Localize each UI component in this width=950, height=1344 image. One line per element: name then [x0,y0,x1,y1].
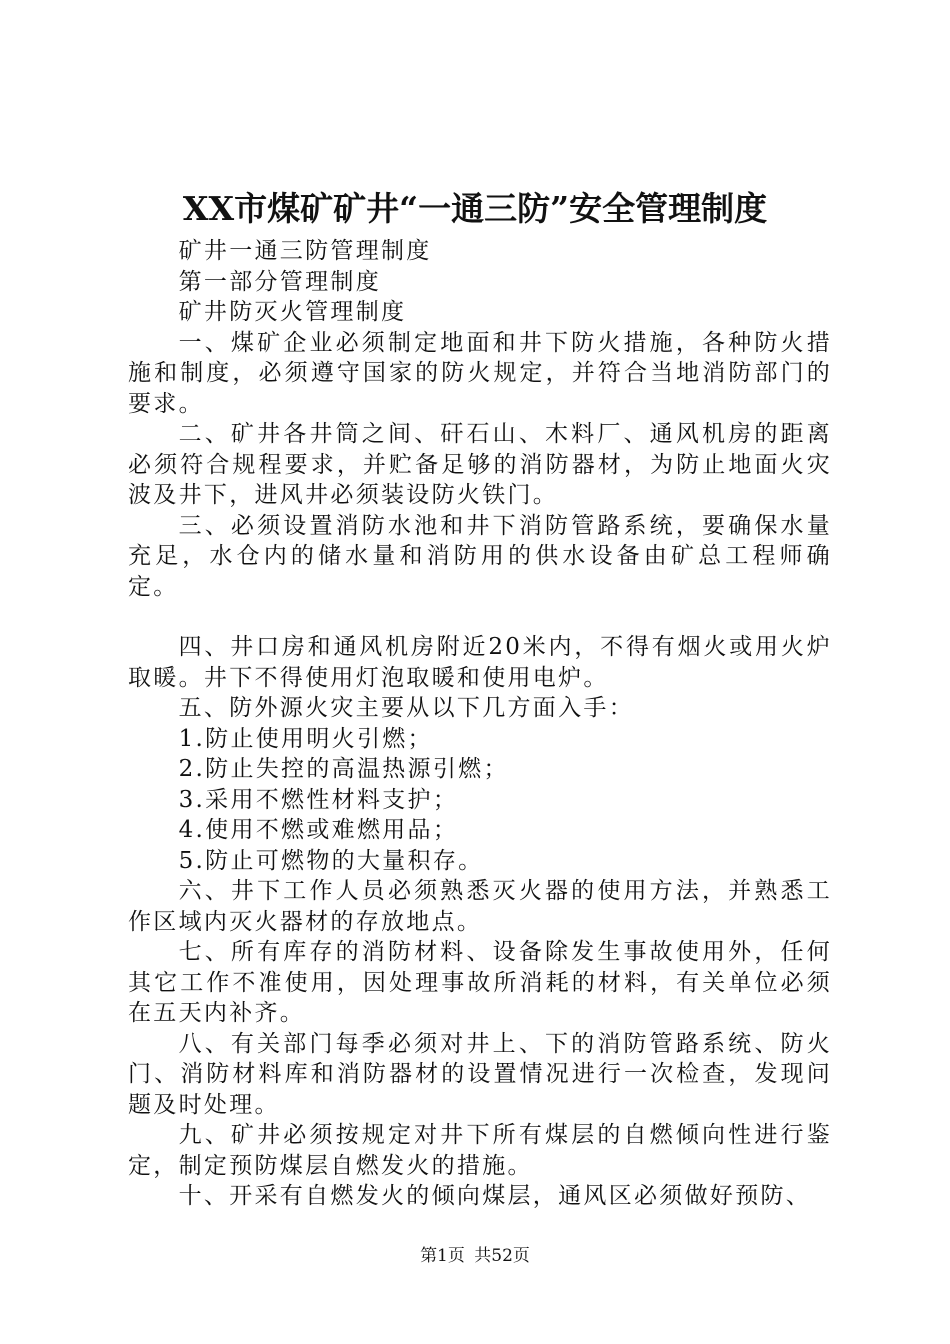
list-item: 2.防止失控的高温热源引燃； [178,756,509,782]
document-body [128,236,832,1212]
paragraph: 第一部分管理制度 [178,268,381,295]
paragraph: 矿井防灭火管理制度 [178,299,407,325]
paragraph: 十、开采有自燃发火的倾向煤层，通风区必须做好预防、 [178,1183,812,1209]
paragraph: 五、防外源火灾主要从以下几方面入手： [178,695,634,721]
list-item: 5.防止可燃物的大量积存。 [178,847,484,874]
paragraph: 六、井下工作人员必须熟悉灭火器的使用方法，并熟悉工作区域内灭火器材的存放地点。 [128,878,832,935]
page-number: 第1页 [420,1246,465,1266]
page-total: 共52页 [474,1246,530,1266]
list-item: 3.采用不燃性材料支护； [178,786,459,813]
paragraph: 八、有关部门每季必须对井上、下的消防管路系统、防火门、消防材料库和消防器材的设置情况进行一次检查，发现问题及时处理。 [128,1030,832,1118]
paragraph: 九、矿井必须按规定对井下所有煤层的自燃倾向性进行鉴定，制定预防煤层自燃发火的措施。 [128,1122,832,1179]
paragraph: 二、矿井各井筒之间、矸石山、木料厂、通风机房的距离必须符合规程要求，并贮备足够的消防器材，为防止地面火灾波及井下，进风井必须装设防火铁门。 [128,421,832,508]
paragraph: 一、煤矿企业必须制定地面和井下防火措施，各种防火措施和制度，必须遵守国家的防火规定，并符合当地消防部门的要求。 [128,329,832,417]
paragraph: 三、必须设置消防水池和井下消防管路系统，要确保水量充足，水仓内的储水量和消防用的供水设备由矿总工程师确定。 [128,512,832,600]
paragraph: 矿井一通三防管理制度 [178,238,432,264]
paragraph: 四、井口房和通风机房附近20米内，不得有烟火或用火炉取暖。井下不得使用灯泡取暖和使用电炉。 [128,634,832,691]
list-item: 1.防止使用明火引燃； [178,725,433,752]
list-item: 4.使用不燃或难燃用品； [178,817,459,843]
paragraph: 七、所有库存的消防材料、设备除发生事故使用外，任何其它工作不准使用，因处理事故所消耗的材料，有关单位必须在五天内补齐。 [128,939,832,1026]
document-title: XX市煤矿矿井“一通三防”安全管理制度 [182,189,768,228]
page-footer [0,1244,950,1268]
